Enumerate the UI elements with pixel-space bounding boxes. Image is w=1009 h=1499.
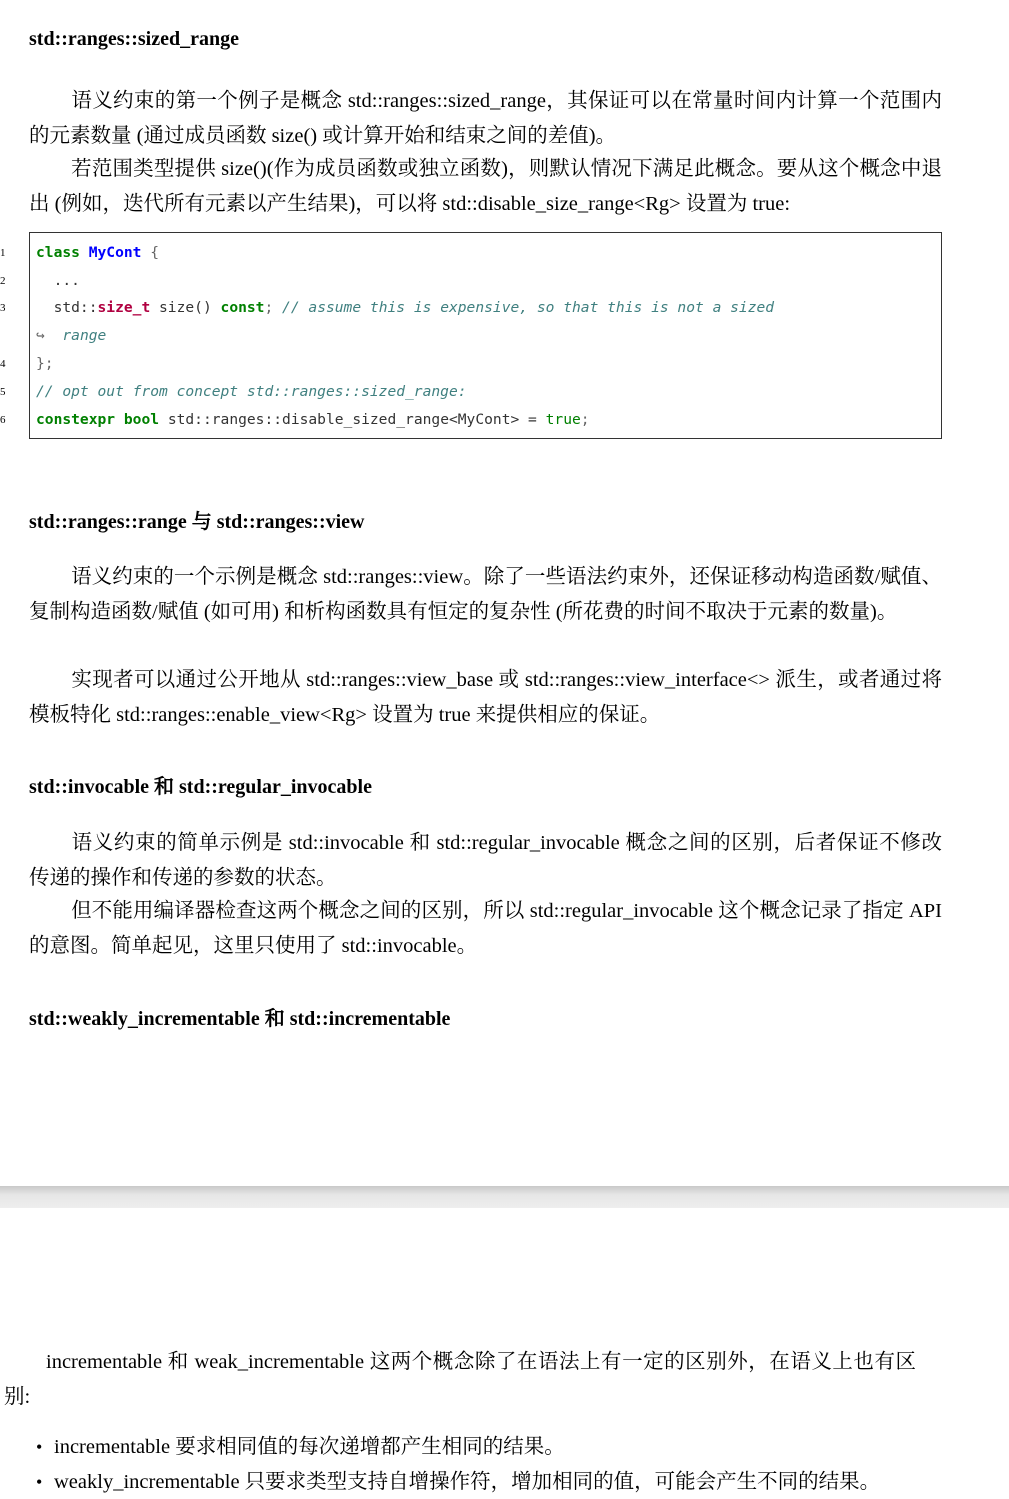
paragraph-text: incrementable 和 weak_incrementable 这两个概念除了在语法上有一定的区别外，在语义上也有区别: xyxy=(4,1351,916,1408)
paragraph-text: 语义约束的一个示例是概念 std::ranges::view。除了一些语法约束外，还保证移动构造函数/赋值、复制构造函数/赋值 (如可用) 和析构函数具有恒定的复杂性 (所花费的时间不取决于元素的数量)。 xyxy=(29,566,942,623)
line-number: 4 xyxy=(0,358,10,370)
code-keyword: const xyxy=(221,299,265,316)
code-keyword: bool xyxy=(124,411,159,428)
code-comment: // assume this is expensive, so that this is not a sized xyxy=(273,299,774,316)
code-text: }; xyxy=(36,355,54,372)
section-heading-incrementable: std::weakly_incrementable 和 std::incrementable xyxy=(29,1002,450,1031)
line-number: 6 xyxy=(0,414,10,426)
bullet-list xyxy=(36,1430,880,1499)
paragraph-sized-range-2 xyxy=(29,152,942,221)
code-text: ; xyxy=(264,299,273,316)
list-item-text: incrementable 要求相同值的每次递增都产生相同的结果。 xyxy=(54,1436,565,1458)
code-keyword: constexpr xyxy=(36,411,115,428)
section-heading-view: std::ranges::range 与 std::ranges::view xyxy=(29,505,365,534)
paragraph-invocable-2 xyxy=(29,894,942,963)
code-line-3 xyxy=(36,299,774,316)
code-comment: // opt out from concept std::ranges::sized_range: xyxy=(36,383,467,400)
paragraph-text: 语义约束的第一个例子是概念 std::ranges::sized_range，其保证可以在常量时间内计算一个范围内的元素数量 (通过成员函数 size() 或计算开始和结束之间的差值)。 xyxy=(29,90,942,147)
paragraph-sized-range-1 xyxy=(29,84,942,153)
paragraph-text: 但不能用编译器检查这两个概念之间的区别，所以 std::regular_invocable 这个概念记录了指定 API 的意图。简单起见，这里只使用了 std::invocable。 xyxy=(29,900,942,957)
bullet-icon: • xyxy=(36,1465,54,1499)
paragraph-text: 语义约束的简单示例是 std::invocable 和 std::regular_invocable 概念之间的区别，后者保证不修改传递的操作和传递的参数的状态。 xyxy=(29,832,942,889)
code-text: size() xyxy=(150,299,220,316)
code-comment: range xyxy=(45,327,107,344)
section-heading-invocable: std::invocable 和 std::regular_invocable xyxy=(29,770,372,799)
code-type: size_t xyxy=(98,299,151,316)
code-keyword: class xyxy=(36,244,80,261)
code-literal: true xyxy=(546,411,581,428)
code-line-2 xyxy=(36,272,80,289)
code-text: std::ranges::disable_sized_range<MyCont> = xyxy=(159,411,546,428)
code-line-4 xyxy=(36,355,54,372)
paragraph-invocable-1 xyxy=(29,826,942,895)
paragraph-text: 实现者可以通过公开地从 std::ranges::view_base 或 std::ranges::view_interface<> 派生，或者通过将模板特化 std::ranges::enable_view<Rg> 设置为 true 来提供相应的保证。 xyxy=(29,669,942,726)
code-listing xyxy=(29,232,942,439)
code-line-3-continuation xyxy=(36,327,106,344)
line-number: 1 xyxy=(0,247,10,259)
line-number: 2 xyxy=(0,275,10,287)
code-class-name: MyCont xyxy=(89,244,142,261)
code-text: std:: xyxy=(36,299,98,316)
code-line-6 xyxy=(36,411,590,428)
list-item-text: weakly_incrementable 只要求类型支持自增操作符，增加相同的值，可能会产生不同的结果。 xyxy=(54,1471,880,1493)
code-text: { xyxy=(141,244,159,261)
paragraph-incrementable-1 xyxy=(4,1345,916,1414)
list-item xyxy=(36,1430,880,1465)
line-number: 3 xyxy=(0,302,10,314)
line-wrap-arrow-icon: ↪ xyxy=(36,327,45,344)
paragraph-text: 若范围类型提供 size()(作为成员函数或独立函数)，则默认情况下满足此概念。要从这个概念中退出 (例如，迭代所有元素以产生结果)，可以将 std::disable_size_range<Rg> 设置为 true: xyxy=(29,158,942,215)
code-line-5 xyxy=(36,383,467,400)
paragraph-view-1 xyxy=(29,560,942,629)
bullet-icon: • xyxy=(36,1430,54,1465)
code-line-1 xyxy=(36,244,159,261)
code-text: ... xyxy=(36,272,80,289)
code-text: ; xyxy=(581,411,590,428)
section-heading-sized-range: std::ranges::sized_range xyxy=(29,28,239,51)
line-number: 5 xyxy=(0,386,10,398)
page-separator xyxy=(0,1186,1009,1208)
paragraph-view-2 xyxy=(29,663,942,732)
